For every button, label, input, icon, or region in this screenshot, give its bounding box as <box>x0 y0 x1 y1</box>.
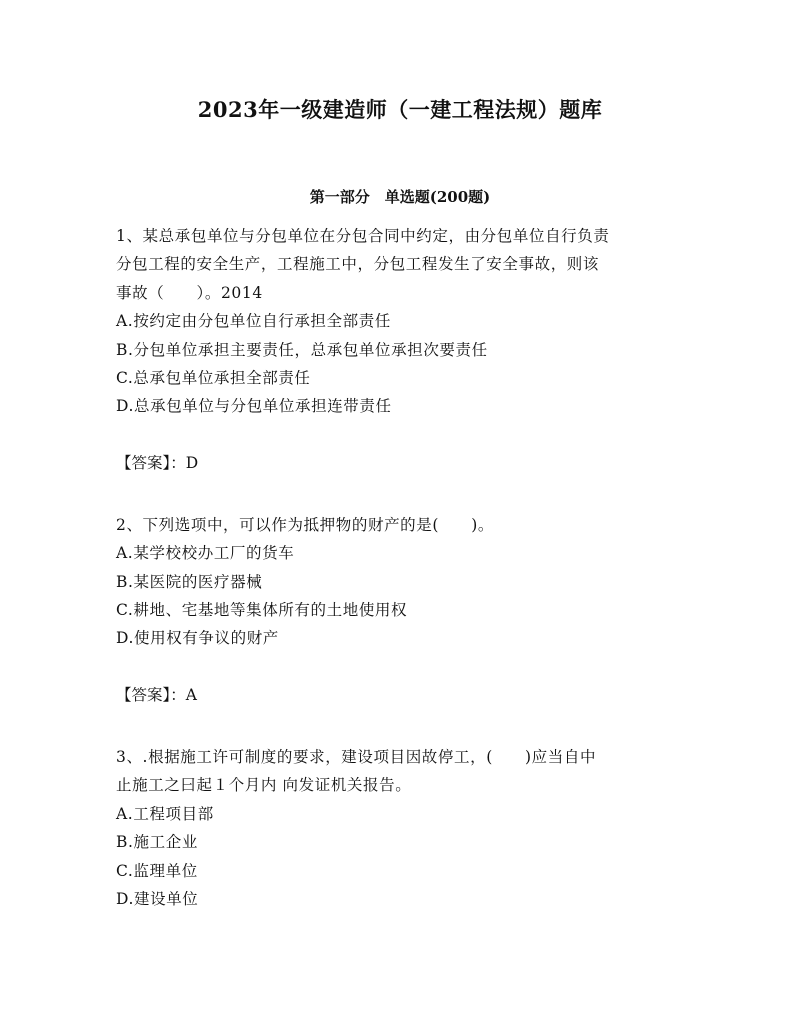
option-c: C.监理单位 <box>116 861 198 880</box>
option-a: A.某学校校办工厂的货车 <box>116 544 295 563</box>
question-stem-line: 2、下列选项中，可以作为抵押物的财产的是( )。 <box>116 515 494 534</box>
question-spacer <box>116 477 696 511</box>
option-c: C.耕地、宅基地等集体所有的土地使用权 <box>116 601 408 620</box>
question-stem-line: 止施工之曰起１个月内 向发证机关报告。 <box>116 776 412 795</box>
answer-text: 【答案】：A <box>116 685 197 704</box>
answer-text: 【答案】：D <box>116 453 199 472</box>
question-stem-line: 事故（ ）。2014 <box>116 283 263 302</box>
question-stem-line: 分包工程的安全生产，工程施工中，分包工程发生了安全事故，则该 <box>116 255 600 274</box>
section-title: 第一部分 单选题(200题) <box>309 188 491 206</box>
question-spacer <box>116 709 696 743</box>
option-d: D.建设单位 <box>116 889 199 908</box>
option-b: B.分包单位承担主要责任，总承包单位承担次要责任 <box>116 340 488 359</box>
option-c: C.总承包单位承担全部责任 <box>116 369 311 388</box>
question-list <box>116 222 696 913</box>
option-b: B.某医院的医疗器械 <box>116 572 263 591</box>
option-a: A.按约定由分包单位自行承担全部责任 <box>116 312 391 331</box>
question-stem-line: 3、.根据施工许可制度的要求，建设项目因故停工，( )应当自中 <box>116 747 597 766</box>
question-3 <box>116 743 696 913</box>
document-title: 2023年一级建造师（一建工程法规）题库 <box>197 97 603 122</box>
option-b: B.施工企业 <box>116 833 198 852</box>
option-a: A.工程项目部 <box>116 804 214 823</box>
question-stem-line: 1、某总承包单位与分包单位在分包合同中约定，由分包单位自行负责 <box>116 227 610 245</box>
option-d: D.使用权有争议的财产 <box>116 629 279 648</box>
question-1 <box>116 222 696 477</box>
question-2 <box>116 511 696 709</box>
option-d: D.总承包单位与分包单位承担连带责任 <box>116 397 392 416</box>
